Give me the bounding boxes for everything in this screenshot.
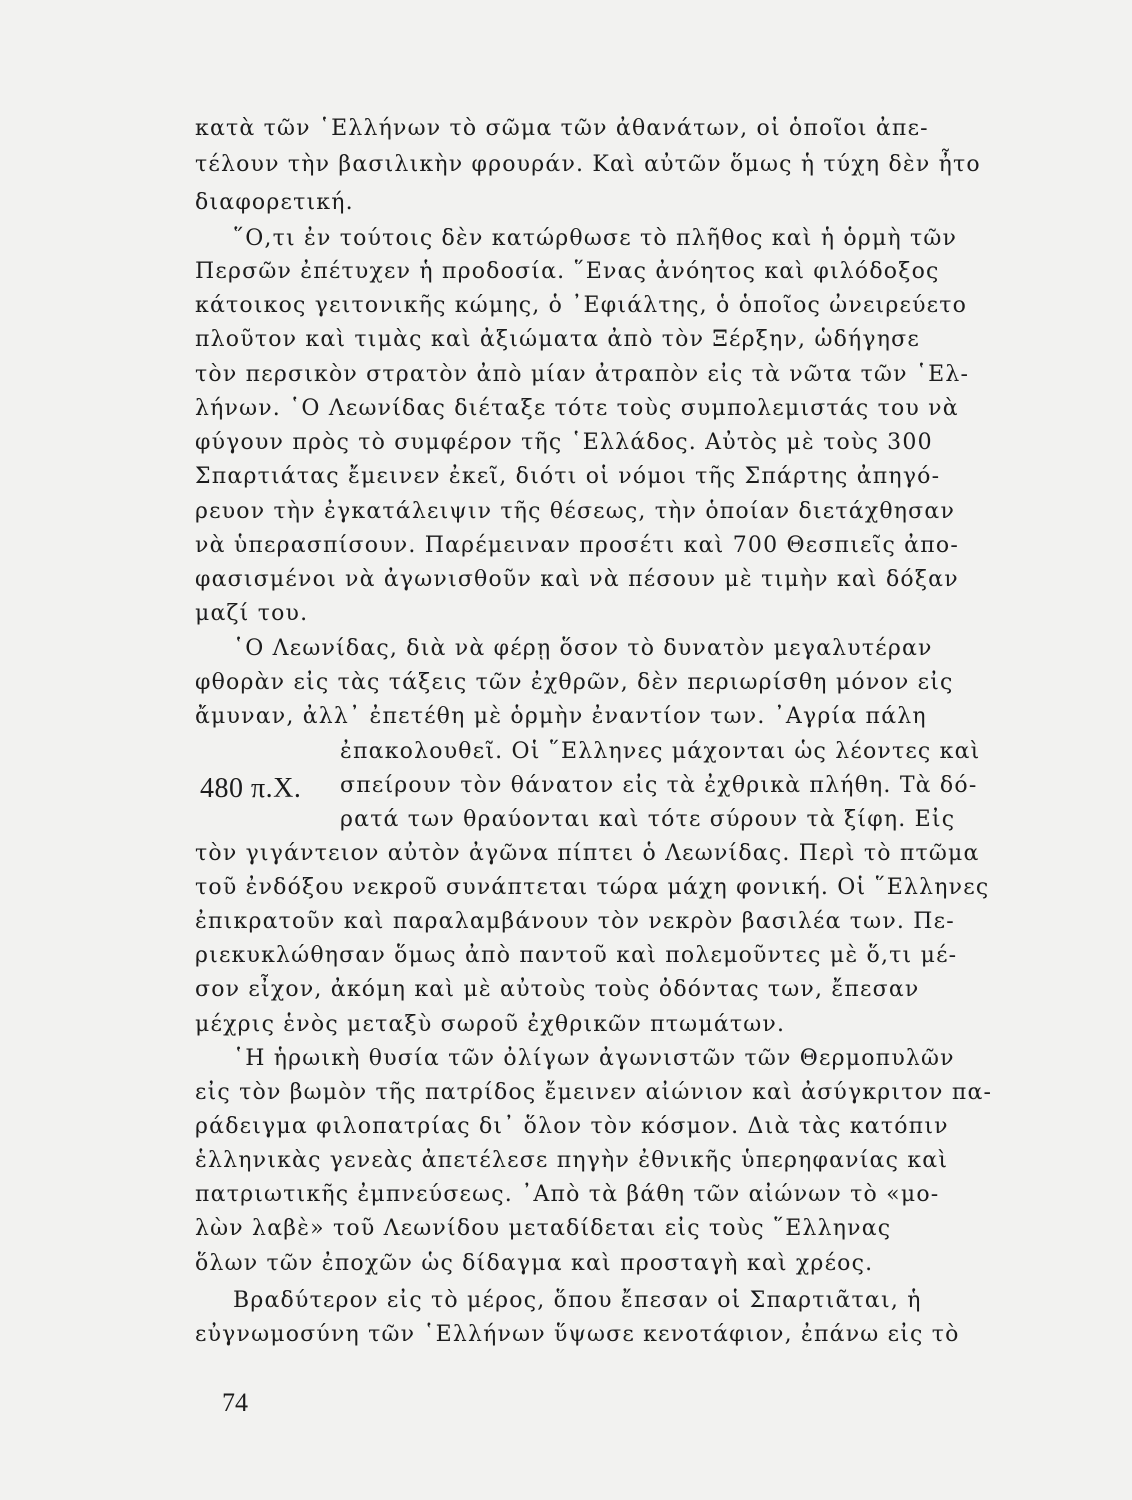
text-line: σπείρουν τὸν θάνατον εἰς τὰ ἐχθρικὰ πλήθη. Τὰ δό- bbox=[340, 773, 978, 798]
text-line: λήνων. ῾Ο Λεωνίδας διέταξε τότε τοὺς συμπολεμιστάς του νὰ bbox=[195, 396, 959, 421]
text-line: φύγουν πρὸς τὸ συμφέρον τῆς ῾Ελλάδος. Αὐτὸς μὲ τοὺς 300 bbox=[195, 430, 933, 455]
text-line: νὰ ὑπερασπίσουν. Παρέμειναν προσέτι καὶ 700 Θεσπιεῖς ἀπο- bbox=[195, 533, 959, 558]
text-line: ῾Ο Λεωνίδας, διὰ νὰ φέρῃ ὅσον τὸ δυνατὸν μεγαλυτέραν bbox=[233, 636, 933, 661]
text-line: ἑλληνικὰς γενεὰς ἀπετέλεσε πηγὴν ἐθνικῆς ὑπερηφανίας καὶ bbox=[195, 1148, 949, 1173]
text-line: ῾Η ἡρωικὴ θυσία τῶν ὀλίγων ἀγωνιστῶν τῶν Θερμοπυλῶν bbox=[233, 1046, 955, 1071]
text-line: μέχρις ἑνὸς μεταξὺ σωροῦ ἐχθρικῶν πτωμάτων. bbox=[195, 1012, 786, 1037]
text-line: κατὰ τῶν ῾Ελλήνων τὸ σῶμα τῶν ἀθανάτων, οἱ ὁποῖοι ἀπε- bbox=[195, 116, 929, 141]
text-line: Βραδύτερον εἰς τὸ μέρος, ὅπου ἔπεσαν οἱ Σπαρτιᾶται, ἡ bbox=[233, 1288, 922, 1313]
text-line: τὸν περσικὸν στρατὸν ἀπὸ μίαν ἀτραπὸν εἰς τὰ νῶτα τῶν ῾Ελ- bbox=[195, 362, 970, 387]
text-line: εὐγνωμοσύνη τῶν ῾Ελλήνων ὕψωσε κενοτάφιον, ἐπάνω εἰς τὸ bbox=[195, 1322, 960, 1347]
text-line: διαφορετική. bbox=[195, 190, 354, 215]
text-line: λὼν λαβὲ» τοῦ Λεωνίδου μεταδίδεται εἰς τοὺς ῞Ελληνας bbox=[195, 1216, 892, 1241]
text-line: ράδειγμα φιλοπατρίας δι᾿ ὅλον τὸν κόσμον. Διὰ τὰς κατόπιν bbox=[195, 1114, 949, 1139]
text-line: κάτοικος γειτονικῆς κώμης, ὁ ᾿Εφιάλτης, ὁ ὁποῖος ὠνειρεύετο bbox=[195, 293, 968, 318]
page-number: 74 bbox=[222, 1388, 248, 1417]
text-line: ριεκυκλώθησαν ὅμως ἀπὸ παντοῦ καὶ πολεμοῦντες μὲ ὅ,τι μέ- bbox=[195, 943, 958, 968]
text-line: ἐπικρατοῦν καὶ παραλαμβάνουν τὸν νεκρὸν βασιλέα των. Πε- bbox=[195, 909, 955, 934]
text-line: πλοῦτον καὶ τιμὰς καὶ ἀξιώματα ἀπὸ τὸν Ξέρξην, ὡδήγησε bbox=[195, 327, 920, 352]
text-line: πατριωτικῆς ἐμπνεύσεως. ᾿Απὸ τὰ βάθη τῶν αἰώνων τὸ «μο- bbox=[195, 1182, 940, 1207]
text-line: ῞Ο,τι ἐν τούτοις δὲν κατώρθωσε τὸ πλῆθος καὶ ἡ ὁρμὴ τῶν bbox=[233, 226, 958, 251]
text-line: ρατά των θραύονται καὶ τότε σύρουν τὰ ξίφη. Εἰς bbox=[340, 807, 956, 832]
text-line: Περσῶν ἐπέτυχεν ἡ προδοσία. ῞Ενας ἀνόητος καὶ φιλόδοξος bbox=[195, 259, 940, 284]
text-line: μαζί του. bbox=[195, 601, 309, 626]
text-line: τὸν γιγάντειον αὐτὸν ἀγῶνα πίπτει ὁ Λεωνίδας. Περὶ τὸ πτῶμα bbox=[195, 841, 980, 866]
text-line: ἐπακολουθεῖ. Οἱ ῞Ελληνες μάχονται ὡς λέοντες καὶ bbox=[340, 739, 981, 764]
text-line: φασισμένοι νὰ ἀγωνισθοῦν καὶ νὰ πέσουν μὲ τιμὴν καὶ δόξαν bbox=[195, 567, 959, 592]
text-line: ρευον τὴν ἐγκατάλειψιν τῆς θέσεως, τὴν ὁποίαν διετάχθησαν bbox=[195, 499, 956, 524]
text-line: Σπαρτιάτας ἔμεινεν ἐκεῖ, διότι οἱ νόμοι τῆς Σπάρτης ἀπηγό- bbox=[195, 464, 941, 489]
text-line: τοῦ ἐνδόξου νεκροῦ συνάπτεται τώρα μάχη φονική. Οἱ ῞Ελληνες bbox=[195, 875, 990, 900]
text-line: φθορὰν εἰς τὰς τάξεις τῶν ἐχθρῶν, δὲν περιωρίσθη μόνον εἰς bbox=[195, 670, 954, 695]
text-line: ὅλων τῶν ἐποχῶν ὡς δίδαγμα καὶ προσταγὴ καὶ χρέος. bbox=[195, 1251, 874, 1276]
margin-date-note: 480 π.Χ. bbox=[200, 773, 302, 804]
text-line: εἰς τὸν βωμὸν τῆς πατρίδος ἔμεινεν αἰώνιον καὶ ἀσύγκριτον πα- bbox=[195, 1080, 993, 1105]
text-line: ἄμυναν, ἀλλ᾿ ἐπετέθη μὲ ὁρμὴν ἐναντίον των. ᾿Αγρία πάλη bbox=[195, 704, 927, 729]
text-line: τέλουν τὴν βασιλικὴν φρουράν. Καὶ αὐτῶν ὅμως ἡ τύχη δὲν ἦτο bbox=[195, 152, 981, 177]
text-line: σον εἶχον, ἀκόμη καὶ μὲ αὐτοὺς τοὺς ὀδόντας των, ἔπεσαν bbox=[195, 977, 920, 1002]
